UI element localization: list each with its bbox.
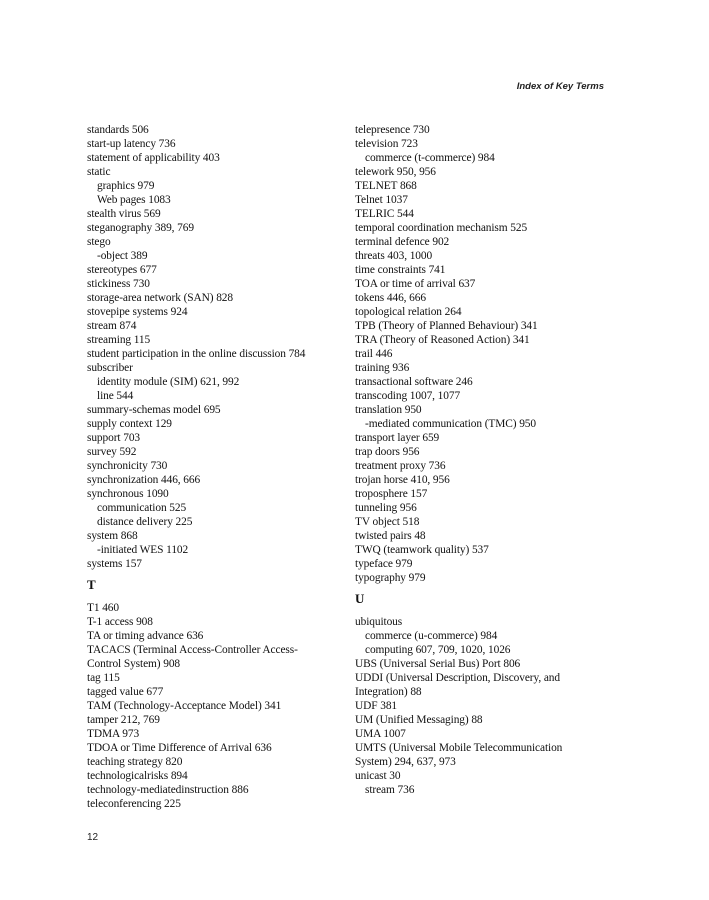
index-entry: typography 979: [355, 572, 426, 584]
index-entry: technologicalrisks 894: [87, 770, 188, 782]
index-entry: summary-schemas model 695: [87, 404, 221, 416]
index-subentry: line 544: [97, 390, 134, 402]
index-entry: transcoding 1007, 1077: [355, 390, 461, 402]
index-entry: System) 294, 637, 973: [355, 756, 456, 768]
index-entry: T-1 access 908: [87, 616, 153, 628]
index-entry: telepresence 730: [355, 124, 430, 136]
index-entry: steganography 389, 769: [87, 222, 194, 234]
index-entry: UM (Unified Messaging) 88: [355, 714, 483, 726]
index-entry: tunneling 956: [355, 502, 417, 514]
index-entry: support 703: [87, 432, 141, 444]
index-entry: streaming 115: [87, 334, 151, 346]
index-entry: teaching strategy 820: [87, 756, 183, 768]
index-entry: subscriber: [87, 362, 133, 374]
index-entry: TELRIC 544: [355, 208, 414, 220]
page-number: 12: [87, 832, 99, 843]
index-entry: Integration) 88: [355, 686, 422, 698]
index-entry: tamper 212, 769: [87, 714, 160, 726]
index-entry: tagged value 677: [87, 686, 164, 698]
index-entry: tag 115: [87, 672, 120, 684]
index-subentry: stream 736: [365, 784, 415, 796]
index-column-right: [355, 123, 620, 797]
index-subentry: distance delivery 225: [97, 516, 193, 528]
index-entry: TACACS (Terminal Access-Controller Access-: [87, 644, 298, 656]
index-entry: time constraints 741: [355, 264, 446, 276]
index-subentry: -initiated WES 1102: [97, 544, 189, 556]
index-subentry: communication 525: [97, 502, 187, 514]
index-entry: TAM (Technology-Acceptance Model) 341: [87, 700, 282, 712]
index-entry: UDF 381: [355, 700, 398, 712]
index-entry: Telnet 1037: [355, 194, 408, 206]
index-entry: survey 592: [87, 446, 137, 458]
index-subentry: -mediated communication (TMC) 950: [365, 418, 536, 430]
index-entry: technology-mediatedinstruction 886: [87, 784, 249, 796]
index-entry: UMA 1007: [355, 728, 406, 740]
index-entry: TRA (Theory of Reasoned Action) 341: [355, 334, 530, 346]
index-entry: stereotypes 677: [87, 264, 157, 276]
index-subentry: commerce (u-commerce) 984: [365, 630, 498, 642]
index-entry: terminal defence 902: [355, 236, 450, 248]
index-entry: topological relation 264: [355, 306, 462, 318]
index-entry: TDMA 973: [87, 728, 140, 740]
index-entry: translation 950: [355, 404, 422, 416]
index-subentry: commerce (t-commerce) 984: [365, 152, 495, 164]
index-entry: start-up latency 736: [87, 138, 176, 150]
index-entry: TA or timing advance 636: [87, 630, 204, 642]
index-entry: transactional software 246: [355, 376, 473, 388]
index-entry: stego: [87, 236, 111, 248]
index-section-heading: U: [355, 591, 365, 606]
index-column-left: [87, 123, 352, 811]
index-entry: tokens 446, 666: [355, 292, 426, 304]
index-entry: TPB (Theory of Planned Behaviour) 341: [355, 320, 538, 332]
index-entry: synchronization 446, 666: [87, 474, 201, 486]
index-entry: temporal coordination mechanism 525: [355, 222, 528, 234]
index-entry: systems 157: [87, 558, 142, 570]
index-entry: troposphere 157: [355, 488, 428, 500]
index-subentry: computing 607, 709, 1020, 1026: [365, 644, 511, 656]
index-entry: storage-area network (SAN) 828: [87, 292, 233, 304]
index-entry: standards 506: [87, 124, 149, 136]
index-entry: TELNET 868: [355, 180, 417, 192]
index-entry: UMTS (Universal Mobile Telecommunication: [355, 742, 563, 754]
index-entry: trail 446: [355, 348, 393, 360]
index-entry: UBS (Universal Serial Bus) Port 806: [355, 658, 521, 670]
index-entry: threats 403, 1000: [355, 250, 433, 262]
index-entry: T1 460: [87, 602, 119, 614]
index-entry: trojan horse 410, 956: [355, 474, 450, 486]
index-subentry: graphics 979: [97, 180, 155, 192]
index-entry: transport layer 659: [355, 432, 440, 444]
index-entry: training 936: [355, 362, 410, 374]
index-entry: system 868: [87, 530, 138, 542]
index-entry: static: [87, 166, 111, 178]
running-header: Index of Key Terms: [516, 81, 604, 92]
index-entry: stealth virus 569: [87, 208, 161, 220]
index-entry: synchronicity 730: [87, 460, 168, 472]
index-entry: TWQ (teamwork quality) 537: [355, 544, 489, 556]
index-entry: twisted pairs 48: [355, 530, 426, 542]
index-entry: television 723: [355, 138, 418, 150]
index-entry: ubiquitous: [355, 616, 403, 628]
index-entry: student participation in the online discussion 784: [87, 348, 306, 360]
index-subentry: -object 389: [97, 250, 148, 262]
index-entry: TOA or time of arrival 637: [355, 278, 476, 290]
index-entry: stream 874: [87, 320, 137, 332]
index-subentry: identity module (SIM) 621, 992: [97, 376, 240, 388]
index-entry: trap doors 956: [355, 446, 420, 458]
index-entry: typeface 979: [355, 558, 413, 570]
index-entry: treatment proxy 736: [355, 460, 446, 472]
index-entry: TDOA or Time Difference of Arrival 636: [87, 742, 272, 754]
index-entry: TV object 518: [355, 516, 420, 528]
index-subentry: Web pages 1083: [97, 194, 171, 206]
index-entry: unicast 30: [355, 770, 401, 782]
index-entry: UDDI (Universal Description, Discovery, and: [355, 672, 560, 684]
index-section-heading: T: [87, 577, 96, 592]
index-entry: synchronous 1090: [87, 488, 169, 500]
index-entry: supply context 129: [87, 418, 172, 430]
index-entry: Control System) 908: [87, 658, 181, 670]
index-entry: stickiness 730: [87, 278, 150, 290]
index-entry: stovepipe systems 924: [87, 306, 188, 318]
index-entry: statement of applicability 403: [87, 152, 220, 164]
index-entry: telework 950, 956: [355, 166, 436, 178]
index-entry: teleconferencing 225: [87, 798, 181, 810]
